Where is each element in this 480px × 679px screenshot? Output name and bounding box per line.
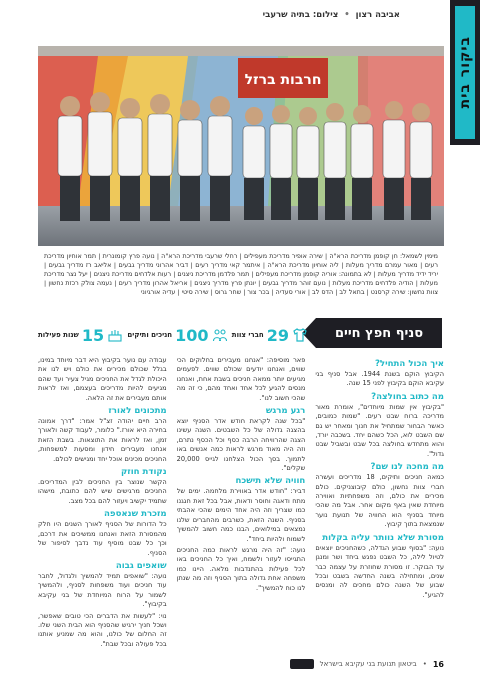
column-1-heading-1: איך הכול התחיל?	[374, 359, 444, 369]
column-3-paragraph-2: הרב חיים יהודה זצ"ל אמר: "דרך אמונה בחירה היא אורז." כלומר, לעבוד קשה ולאורך זמן, ואז לראות את התוצאות. בשבת הזאת אנחנו מעבירים חידון ומסעות למשפחות, החניכים מכינים אוכל יחד ומגישים לכולם.	[37, 417, 167, 463]
article-columns	[38, 356, 444, 652]
column-1-heading-2: מה כתוב בחולצה?	[371, 391, 444, 402]
column-2-heading-3: חוויה שלא תישכח	[235, 476, 306, 487]
column-3-heading-4: מזכרת שנאספה	[104, 509, 167, 520]
stat-years	[38, 322, 123, 348]
author-name: אביבה רצון	[355, 10, 400, 20]
column-3-heading-5: שואפים גבוה	[115, 560, 167, 571]
group-photo	[38, 46, 444, 246]
wall-painted-text: חרבות ברזל	[244, 72, 322, 88]
photo-caption: מימין לשמאל: חן קופמן מדריכת הרא"ה | שירה אופיר מדריכת מעפילים | רחלי שרעבי מדריכת הרא"ה | נועה פרץ קומונרית | תמר אוחיון מדריכת רעים | מאור עמרם מדריך מעלות | ליה אוחיון מדריכת הרא"ה | איתמר קאי מדריך רעים | דביר אהרוני מדריך גבעים | אליאב רז מדריך גבעים | יריד ידיד מדריך מעלות | לא בתמונה: אוריה קופמן מדריכת מעפילים | תמר פלדמן מדריכת ניצנים | רעות אלדחים מדריכת ניצנים | יעל נצר מדריכת מעלות | הודיה פלדחים מדריכת מעלות | נועם זוהר מדריך גבעים | יונתן פרץ מדריך ניצנים | אריאל אהרון מדריך רעים | נעמה צולק רכזת נחשון | צוות נחשון: שירה קרסנט | בתאל לב | הדס לב | אורי סעדיה | בכר צור | שחר גרוס | שירה סיטי | עדיה אורגיוני	[44, 252, 438, 296]
column-1-paragraph-2: "בקיבוץ אין שמות מיוחדים", אומרת מאור מדריכה ברוח שבט רעים. "שמות כמובים, כאשר הבחור שמתחיל את חנוך ומאחר יש גם שם השבט לוא, הכל כשהם יחד. בשכבה יורד, והוא מתחדש בחולצה בכל שבט ובשביל שבט גדול".	[315, 402, 444, 458]
cake-icon	[107, 327, 123, 343]
column-1-heading-4: מסורת שלא נוותר עליה בקלות	[322, 532, 444, 543]
column-3-paragraph-3: הקשר שנוצר בין החניכים לבין המדריכים. החניכים מרגישים שיש להם כתובת, מישהו שתמיד יקשיב ויעזור להם בכל מצב.	[37, 478, 167, 505]
column-2-heading-2: רגע מרגש	[265, 406, 306, 417]
column-3-paragraph-6: נוי: "לעשות את הדברים הכי טובים שאפשר, ושכל חניך ירגיש שהסניף הוא הבית השני שלו. זה החלום של כולנו, והוא מה שמניע אותנו בכל פעולה ובכל שבת".	[37, 611, 167, 648]
group-photo-illustration	[38, 46, 444, 246]
column-2-paragraph-2: "בכל שנה לקראת חודש אדר הסניף יוצא בהצגה גדולה של כל השבטים. השנה עשינו הצגה שהרוויחה הרבה כסף וכל הכסף נתרם, וזה היה מאוד מרגש לראות כמה אנשים באו לתמוך. בסך הכול הצלחנו לגייס 20,000 שקלים".	[176, 417, 306, 473]
branch-stats	[38, 322, 308, 348]
stat-members-value: 100	[175, 325, 209, 345]
article-column-1	[315, 356, 444, 652]
photographer-credit: צילום: בתיה שרעבי	[262, 10, 339, 20]
magazine-name: ביטאון תנועת בני עקיבא בישראל	[319, 660, 417, 668]
article-credits	[80, 10, 400, 26]
column-3-paragraph-4: כל הדורות של הסניף לאורך השנים היו חלק מהמסורת הזאת ואנחנו ממשיכים את דרכם, וכך כל שבט מוסיף עוד נדבך לסיפור של הסניף.	[37, 520, 167, 557]
magazine-logo	[290, 659, 314, 669]
column-1-heading-3: מה מחכה לנו שם?	[370, 462, 444, 473]
column-1-paragraph-1: הקיבוץ הוקם בשנת 1944. אבל סניף בני עקיבא הוקם בקיבוץ לפני 15 שנה.	[315, 370, 444, 388]
section-side-tab-inner	[455, 6, 475, 139]
stat-years-label: שנות פעילות	[38, 331, 79, 339]
stat-members-label: חניכים ותיקים	[127, 331, 173, 339]
column-3-paragraph-1: עבודה עם נוער בקיבוץ היא דבר מיוחד במינו, בגלל שכולם מכירים את כולם ויש לנו את היכולת לגדל את החניכים מגיל צעיר ועד שהם מגיעים להיות מדריכים בעצמם, ואז לראות אותם מעבירים את זה הלאה.	[37, 356, 167, 402]
credit-separator: •	[344, 10, 350, 20]
column-3-paragraph-5: נועה: "שואפים תמיד להמשיך ולגדול, לחבר עוד חניכים ועוד משפחות לסניף, ולהמשיך לשמור על הרוח המיוחדת של בני עקיבא בקיבוץ".	[37, 571, 167, 609]
column-2-paragraph-1: פאר מוסיפה: "אנחנו מעבירים בחלוקים הכי שווים, ואנחנו יודעים שכולם שווים. לפעמים מגיעים יותר ממאה חניכים בשבת אחת, ואנחנו מנסים להגיע לכל אחד ואחד מהם, כי זה מה שהכי חשוב לנו".	[176, 356, 306, 402]
shirt-icon	[292, 327, 308, 343]
stat-staff	[232, 322, 308, 348]
stat-staff-value: 29	[266, 325, 289, 345]
page-number: 16	[432, 659, 444, 669]
article-column-2	[177, 356, 306, 652]
column-3-heading-2: מתכונים לאורז	[108, 406, 167, 417]
column-1-paragraph-4: נועה: "בסוף שבוע הגדלה, כשהחניכים יוצאים לטיול לילה, כל השבט נפגש ביחד ושר ומנגן עד הבוקר. זו מסורת שחוזרת על עצמה כבר שנים, ומתחילה בשנה החדשה בשבט ובכל שבוע של השנה כולם מחכים לה ומנסים להגיע".	[315, 543, 444, 599]
branch-title-banner	[316, 318, 442, 348]
section-side-tab	[450, 0, 480, 145]
stat-years-value: 15	[81, 325, 105, 345]
stat-members	[127, 322, 227, 348]
stat-staff-label: חברי צוות	[231, 331, 264, 339]
article-column-3	[38, 356, 167, 652]
branch-title: סניף חפץ חיים	[334, 325, 424, 341]
section-side-tab-label: ביקור בית	[457, 36, 473, 109]
people-icon	[212, 327, 228, 343]
page-footer	[38, 657, 444, 671]
column-2-paragraph-3: דביר: "חודש אדר באווירת מלחמה. ימים של מתח ודאגה וחוסר ודאות, אבל בכל זאת חגגנו כמו שצריך וזה היה אחד הימים שהכי אהבתי בסניף. השנה הזאת, כשרבים מהחברים שלנו נמצאים במילואים, הבנו כמה חשוב להמשיך לשמוח ולהיות ביחד".	[176, 487, 306, 543]
column-1-paragraph-3: כמאה חניכים ותיקים, 18 מדריכים ועשרה חברי צוות נחשון, כולם קיבוצניקים. כולם מכירים את כולם, וזה משפחתיות ואווירה מיוחדת שאין באף מקום אחר. אבל מה שהכי מיוחד בסניף הוא החוויה של תנועת נוער שנמצאת בתוך קיבוץ.	[315, 473, 444, 529]
column-3-heading-3: נקודת חוזק	[120, 467, 167, 478]
column-2-paragraph-4: נועה: "זה היה מרגש לראות כמה החניכים התגייסו לעזור ולשמח, ואיך כל החניכים באו לכל פעילות בהתנדבות מלאה. היינו כמו משפחה אחת גדולה בתוך הסניף וזה מה שנתן לנו כוח להמשיך".	[176, 545, 306, 592]
footer-bullet: •	[422, 660, 427, 668]
